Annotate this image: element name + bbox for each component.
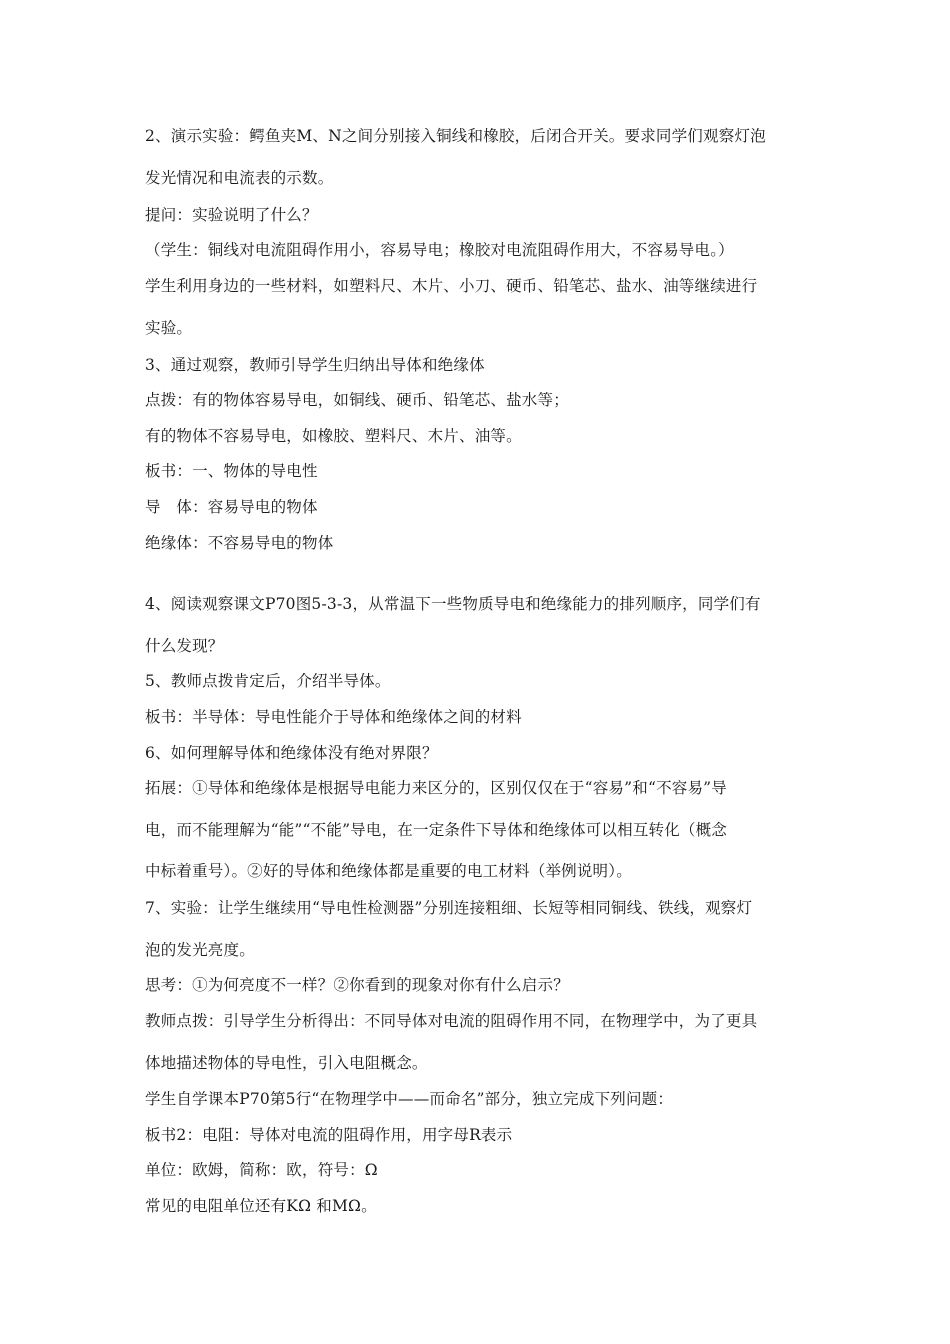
- text-line: 板书2：电阻：导体对电流的阻碍作用，用字母R表示: [145, 1126, 513, 1144]
- text-line: 提问：实验说明了什么？: [145, 206, 318, 224]
- text-line: 导 体：容易导电的物体: [145, 498, 318, 516]
- text-line: 板书：半导体：导电性能介于导体和绝缘体之间的材料: [145, 708, 522, 726]
- text-line: 3、通过观察，教师引导学生归纳出导体和绝缘体: [145, 356, 485, 374]
- text-line: 5、教师点拨肯定后，介绍半导体。: [145, 672, 391, 690]
- text-line: （学生：铜线对电流阻碍作用小，容易导电；橡胶对电流阻碍作用大，不容易导电。）: [145, 241, 734, 259]
- text-line: 学生自学课本P70第5行“在物理学中——而命名”部分，独立完成下列问题：: [145, 1090, 674, 1108]
- text-line: 单位：欧姆，简称：欧，符号：Ω: [145, 1161, 378, 1179]
- text-line: 思考：①为何亮度不一样？②你看到的现象对你有什么启示？: [145, 976, 569, 994]
- text-line: 2、演示实验：鳄鱼夹M、N之间分别接入铜线和橡胶，后闭合开关。要求同学们观察灯泡: [145, 127, 766, 145]
- text-line: 板书：一、物体的导电性: [145, 462, 318, 480]
- text-line: 7、实验：让学生继续用“导电性检测器”分别连接粗细、长短等相同铜线、铁线，观察灯: [145, 899, 753, 917]
- text-line: 中标着重号）。②好的导体和绝缘体都是重要的电工材料（举例说明）。: [145, 862, 632, 880]
- text-line: 6、如何理解导体和绝缘体没有绝对界限？: [145, 744, 438, 762]
- text-line: 电，而不能理解为“能”“不能”导电，在一定条件下导体和绝缘体可以相互转化（概念: [145, 821, 727, 839]
- text-line: 泡的发光亮度。: [145, 941, 255, 959]
- text-line: 实验。: [145, 319, 193, 337]
- text-line: 学生利用身边的一些材料，如塑料尺、木片、小刀、硬币、铅笔芯、盐水、油等继续进行: [145, 277, 758, 295]
- text-line: 4、阅读观察课文P70图5-3-3，从常温下一些物质导电和绝缘能力的排列顺序，同学们有: [145, 595, 761, 613]
- text-line: 体地描述物体的导电性，引入电阻概念。: [145, 1054, 428, 1072]
- text-line: 点拨：有的物体容易导电，如铜线、硬币、铅笔芯、盐水等；: [145, 391, 569, 409]
- text-line: 发光情况和电流表的示数。: [145, 169, 334, 187]
- text-line: 常见的电阻单位还有KΩ 和MΩ。: [145, 1197, 377, 1215]
- text-line: 有的物体不容易导电，如橡胶、塑料尺、木片、油等。: [145, 427, 522, 445]
- text-line: 教师点拨：引导学生分析得出：不同导体对电流的阻碍作用不同，在物理学中，为了更具: [145, 1012, 758, 1030]
- text-line: 什么发现？: [145, 637, 224, 655]
- text-line: 拓展：①导体和绝缘体是根据导电能力来区分的，区别仅仅在于“容易”和“不容易”导: [145, 779, 727, 797]
- text-line: 绝缘体：不容易导电的物体: [145, 534, 334, 552]
